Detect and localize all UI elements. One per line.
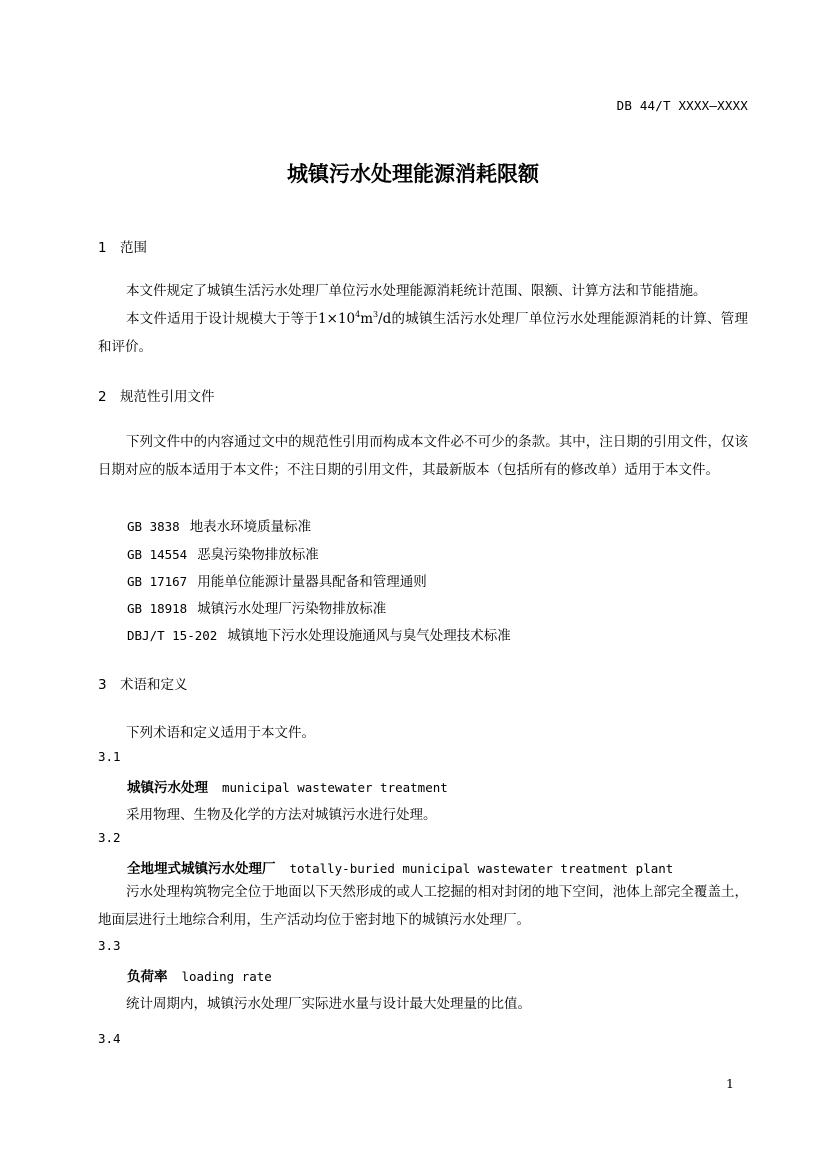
term-definition: 统计周期内，城镇污水处理厂实际进水量与设计最大处理量的比值。: [126, 996, 531, 1012]
document-title: 城镇污水处理能源消耗限额: [287, 162, 539, 186]
term-english: loading rate: [181, 969, 272, 984]
term-entry: [127, 965, 272, 985]
term-number: 3.1: [98, 749, 121, 764]
term-chinese: 城镇污水处理: [127, 780, 208, 796]
normative-reference: [127, 515, 311, 535]
normative-reference: [127, 597, 386, 617]
reference-title: 恶臭污染物排放标准: [197, 547, 319, 563]
section-2-intro: 下列文件中的内容通过文中的规范性引用而构成本文件必不可少的条款。其中，注日期的引用文件，仅该日期对应的版本适用于本文件；不注日期的引用文件，其最新版本（包括所有的修改单）适用于本文件。: [98, 434, 748, 478]
section-1-paragraph-1: 本文件规定了城镇生活污水处理厂单位污水处理能源消耗统计范围、限额、计算方法和节能措施。: [126, 283, 707, 299]
section-1-paragraph-2: 本文件适用于设计规模大于等于$1\times 10^4m^3/d$的城镇生活污水处理厂单位污水处理能源消耗的计算、管理和评价。: [98, 310, 748, 355]
reference-title: 地表水环境质量标准: [189, 519, 312, 535]
reference-code: GB 3838: [127, 519, 180, 534]
reference-code: DBJ/T 15-202: [127, 628, 218, 643]
term-chinese: 负荷率: [127, 969, 168, 985]
term-number: 3.3: [98, 938, 121, 953]
section-number: 3: [98, 677, 107, 693]
section-3-intro: 下列术语和定义适用于本文件。: [126, 725, 315, 741]
standard-code: DB 44/T XXXX—XXXX: [616, 98, 748, 113]
reference-title: 用能单位能源计量器具配备和管理通则: [197, 574, 427, 590]
term-number: 3.2: [98, 830, 121, 845]
section-2-heading: [98, 385, 215, 405]
page-number: 1: [726, 1076, 734, 1091]
reference-code: GB 14554: [127, 547, 188, 562]
term-definition: 采用物理、生物及化学的方法对城镇污水进行处理。: [126, 807, 437, 823]
section-title: 范围: [120, 240, 147, 256]
section-title: 术语和定义: [120, 677, 188, 693]
section-3-heading: [98, 673, 188, 693]
normative-reference: [127, 624, 511, 644]
reference-code: GB 17167: [127, 574, 188, 589]
section-title: 规范性引用文件: [120, 389, 215, 405]
normative-reference: [127, 570, 427, 590]
term-chinese: 全地埋式城镇污水处理厂: [127, 861, 276, 877]
section-number: 2: [98, 389, 107, 405]
term-number: 3.4: [98, 1031, 121, 1046]
section-1-heading: [98, 236, 147, 256]
term-entry: [127, 776, 448, 796]
term-english: totally-buried municipal wastewater treatment plant: [289, 861, 674, 876]
reference-title: 城镇污水处理厂污染物排放标准: [197, 601, 387, 617]
section-number: 1: [98, 240, 107, 256]
reference-title: 城镇地下污水处理设施通风与臭气处理技术标准: [227, 628, 511, 644]
reference-code: GB 18918: [127, 601, 188, 616]
term-entry: [127, 857, 673, 877]
normative-reference: [127, 543, 319, 563]
term-definition: 污水处理构筑物完全位于地面以下天然形成的或人工挖掘的相对封闭的地下空间，池体上部完全覆盖土，地面层进行土地综合利用，生产活动均位于密封地下的城镇污水处理厂。: [98, 884, 748, 928]
term-english: municipal wastewater treatment: [222, 780, 448, 795]
